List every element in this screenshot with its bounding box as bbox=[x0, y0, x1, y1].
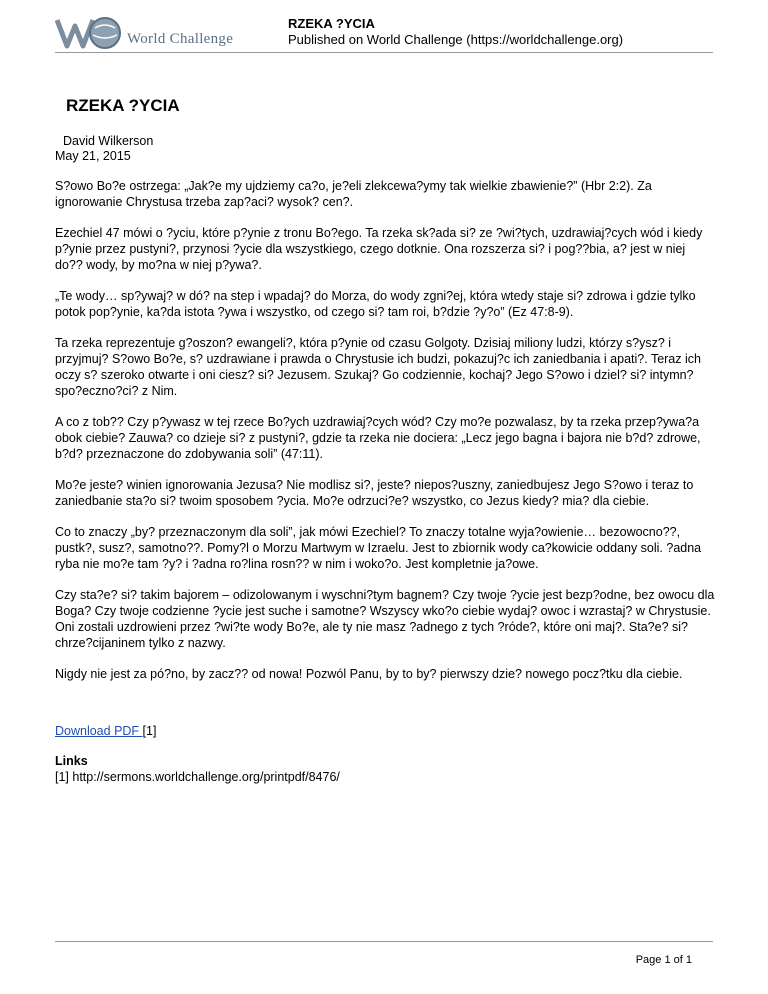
published-line: Published on World Challenge (https://worldchallenge.org) bbox=[288, 32, 624, 47]
paragraph: „Te wody… sp?ywaj? w dó? na step i wpadaj? do Morza, do wody zgni?ej, która wtedy staje si? zdrowa i gdzie tylko potok pop?ynie, ka?da istota ?ywa i wszystko, od czego si? tam roi, b?dzie ?y?o” (Ez 47:8-9). bbox=[55, 289, 696, 319]
download-pdf-link[interactable]: Download PDF bbox=[55, 724, 143, 738]
paragraph: S?owo Bo?e ostrzega: „Jak?e my ujdziemy ca?o, je?eli zlekcewa?ymy tak wielkie zbawienie?” (Hbr 2:2). Za ignorowanie Chrystusa trzeba zap?aci? wysok? cen?. bbox=[55, 179, 652, 209]
wc-logo-icon bbox=[55, 14, 127, 52]
article bbox=[55, 96, 715, 785]
paragraph: Czy sta?e? si? takim bajorem – odizolowanym i wyschni?tym bagnem? Czy twoje ?ycie jest bezp?odne, bez owocu dla Boga? Czy twoje codzienne ?ycie jest suche i samotne? Wszyscy wko?o ciebie wydaj? owoc i wzrastaj? w Chrystusie. Oni zostali uzdrowieni przez ?wi?te wody Bo?e, ale ty nie masz ?adnego z tych ?róde?, które oni maj?. Sta?e? si? chrze?cijaninem tylko z nazwy. bbox=[55, 588, 715, 650]
links-heading: Links bbox=[55, 754, 88, 768]
paragraph: Ezechiel 47 mówi o ?yciu, które p?ynie z tronu Bo?ego. Ta rzeka sk?ada si? ze ?wi?tych, uzdrawiaj?cych wód i kiedy p?ynie przez pustyni?, przynosi ?ycie dla wszystkiego, czego dotknie. Ona rozszerza si? i pog??bia, a? jest w niej do?? wody, by mo?na w niej p?ywa?. bbox=[55, 226, 703, 272]
page-header bbox=[55, 10, 713, 52]
paragraph: A co z tob?? Czy p?ywasz w tej rzece Bo?ych uzdrawiaj?cych wód? Czy mo?e pozwalasz, by ta rzeka przep?ywa?a obok ciebie? Zauwa? co dzieje si? z pustyni?, gdzie ta rzeka nie dociera: „Lecz jego bagna i bajora nie b?d? zdrowe, b?d? przeznaczone do zdobywania soli” (47:11). bbox=[55, 415, 701, 461]
author: David Wilkerson bbox=[63, 134, 154, 148]
page-number: Page 1 of 1 bbox=[635, 954, 692, 966]
header-title: RZEKA ?YCIA bbox=[288, 16, 375, 31]
header-divider bbox=[55, 52, 713, 53]
download-row bbox=[55, 723, 715, 739]
header-info bbox=[288, 16, 623, 48]
footer-divider bbox=[55, 941, 713, 942]
paragraph: Mo?e jeste? winien ignorowania Jezusa? Nie modlisz si?, jeste? niepos?uszny, zaniedbujesz Jego S?owo i teraz to zaniedbanie sta?o si? twoim sposobem ?ycia. Mo?e odrzuci?e? wszystko, co Jezus kiedy? mia? dla ciebie. bbox=[55, 478, 694, 508]
logo-text: World Challenge bbox=[127, 31, 234, 47]
article-title: RZEKA ?YCIA bbox=[66, 96, 180, 115]
date: May 21, 2015 bbox=[55, 149, 131, 163]
world-challenge-logo bbox=[55, 14, 270, 54]
download-ref: [1] bbox=[142, 724, 157, 738]
paragraph: Ta rzeka reprezentuje g?oszon? ewangeli?, która p?ynie od czasu Golgoty. Dzisiaj miliony ludzi, którzy s?ysz? i przyjmuj? S?owo Bo?e, s? uzdrawiane i prawda o Chrystusie ich budzi, pokazuj?c ich zaniedbania i apati?. Teraz ich oczy s? szeroko otwarte i oni ciesz? si? Jezusem. Szukaj? Go codziennie, kochaj? Jego S?owo i dziel? si? intymn? spo?eczno?ci? z Nim. bbox=[55, 336, 701, 398]
paragraph: Co to znaczy „by? przeznaczonym dla soli”, jak mówi Ezechiel? To znaczy totalne wyja?owienie… bezowocno??, pustk?, susz?, samotno??. Pomy?l o Morzu Martwym w Izraelu. Jest to zbiornik wody ca?kowicie oddany soli. ?adna ryba nie mo?e tam ?y? i ?adna ro?lina rosn?? w nim i woko?o. Jest kompletnie ja?owe. bbox=[55, 525, 702, 571]
link-item: [1] http://sermons.worldchallenge.org/printpdf/8476/ bbox=[55, 770, 340, 784]
paragraph: Nigdy nie jest za pó?no, by zacz?? od nowa! Pozwól Panu, by to by? pierwszy dzie? nowego pocz?tku dla ciebie. bbox=[55, 667, 683, 681]
